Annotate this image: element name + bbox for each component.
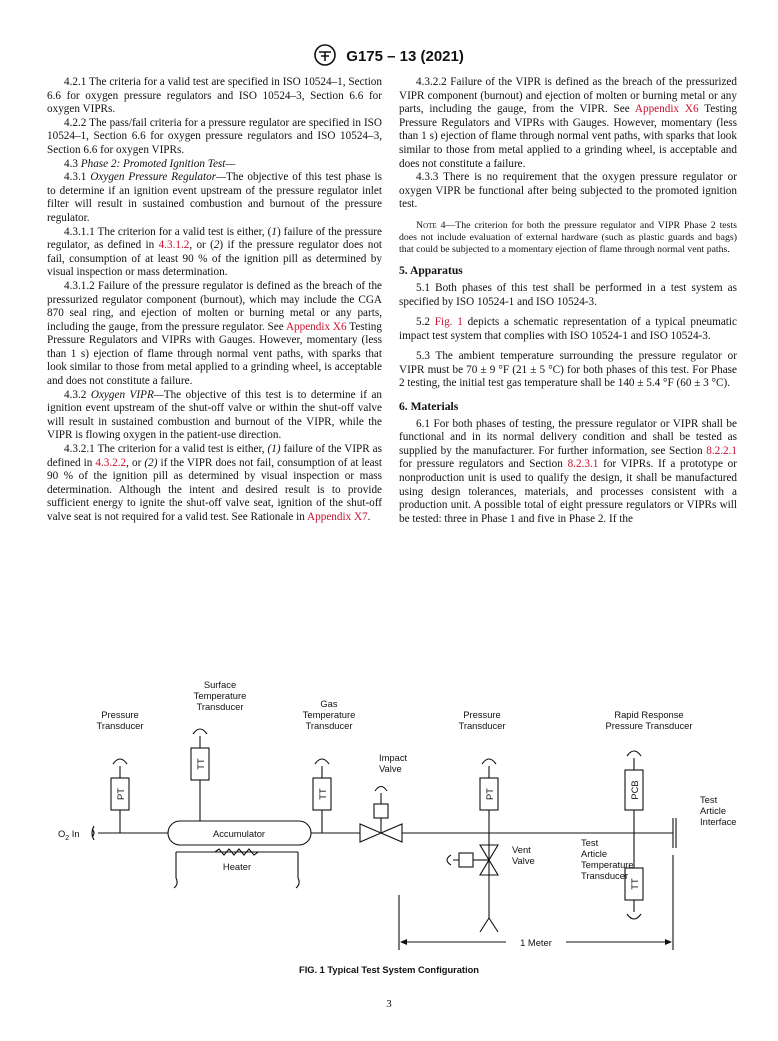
gas-temp-transducer-label: Gas Temperature Transducer: [302, 698, 356, 731]
page-number: 3: [386, 998, 392, 1010]
paragraph-p53: 5.3 The ambient temperature surrounding the pressure regulator or VIPR must be 70 ± 9 °F (21 ± 5 °C) for both phases of this test. For Phase 2 testing, the initial test gas temperature shall be 140 ± 5.4 °F (60 ± 3 °C).: [399, 350, 737, 390]
paragraph-p52: 5.2 Fig. 1 depicts a schematic representation of a typical pneumatic impact test system that complies with ISO 10524-1 and ISO 10524-3.: [399, 316, 737, 342]
right-column: [399, 76, 737, 526]
pressure-transducer-label-1: Pressure Transducer: [96, 709, 144, 731]
test-article-interface-label: Test Article Interface: [700, 794, 737, 827]
o2-in-label: $O_2$ In: [58, 828, 80, 842]
paragraph-p4312: 4.3.1.2 Failure of the pressure regulator is defined as the breach of the pressurized regulator component (burnout), which may include the CGA 870 seal ring, and ejection of molten or burning metal or any parts, including the gauge, from the pressure regulator. See Appendix X6 Testing Pressure Regulators and VIPRs with Gauges. However, momentary (less than 1 s) ejection of flame through normal vent paths, with sparks that look similar to those from metal applied to a grinding wheel, is acceptable and does not constitute a failure.: [47, 279, 382, 388]
heater-label: Heater: [222, 861, 252, 872]
rapid-response-transducer-label: Rapid Response Pressure Transducer: [605, 709, 693, 731]
vent-valve-label: Vent Valve: [512, 844, 535, 866]
paragraph-p421: 4.2.1 The criteria for a valid test are specified in ISO 10524–1, Section 6.6 for oxygen pressure regulators and ISO 10524–3, Section 6.6 for oxygen VIPRs.: [47, 76, 382, 116]
paragraph-p433: 4.3.3 There is no requirement that the oxygen pressure regulator or oxygen VIPR be functional after being subjected to the promoted ignition test.: [399, 171, 737, 211]
pcb-label: PCB: [629, 780, 640, 800]
paragraph-p43: 4.3 Phase 2: Promoted Ignition Test—: [64, 157, 236, 170]
tt-label-surface: TT: [195, 758, 206, 770]
figure-caption: FIG. 1 Typical Test System Configuration: [299, 965, 479, 975]
tt-label-article: TT: [629, 878, 640, 890]
paragraph-p4311: 4.3.1.1 The criterion for a valid test is either, (1) failure of the pressure regulator, as defined in 4.3.1.2, or (2) if the pressure regulator does not fail, consumption of at least 90 % of the ignition pill as determined by visual inspection or mass determination.: [47, 225, 383, 279]
note-note4: Note 4—The criterion for both the pressure regulator and VIPR Phase 2 tests does not include evaluation of external hardware (such as plastic guards and bags) that could be subjected to a momentary ejection of flame through normal vent paths.: [399, 219, 737, 255]
pt-label-1: PT: [115, 788, 126, 800]
paragraph-p432: 4.3.2 Oxygen VIPR—The objective of this test is to determine if an ignition event upstream of the shut-off valve or within the shut-off valve will result in sustained combustion and burnout of the VIPR, while the VIPR is flowing oxygen in the patient-use direction.: [47, 388, 383, 442]
tt-label-gas: TT: [317, 788, 328, 800]
standard-designation: G175 – 13 (2021): [346, 47, 464, 65]
accumulator-label: Accumulator: [212, 828, 266, 839]
paragraph-p4321: 4.3.2.1 The criterion for a valid test is either, (1) failure of the VIPR as defined in 4.3.2.2, or (2) if the VIPR does not fail, consumption of at least 90 % of the ignition pill as determined by visual inspection or mass determination. Although the intent and desired result is to provide sufficient energy to ignite the shut-off valve seat, ignition of the shut-off valve seat is not required for a valid test. See Rationale in Appendix X7.: [47, 443, 382, 523]
paragraph-p61: 6.1 For both phases of testing, the pressure regulator or VIPR shall be functional and in its normal delivery condition and shall be tested as supplied by the manufacturer. For further information, see Section 8.2.2.1 for pressure regulators and Section 8.2.3.1 for VIPRs. If a prototype or nonproduction unit is used to qualify the design, it shall be manufactured using design tolerances, materials, and processes consistent with a production unit. A possible total of eight pressure regulators or VIPRs will be tested: three in Phase 1 and five in Phase 2. If the: [399, 417, 737, 525]
test-system-diagram: [48, 679, 737, 960]
paragraph-p422: 4.2.2 The pass/fail criteria for a pressure regulator are specified in ISO 10524–1, Section 6.6 for oxygen pressure regulators and ISO 10524–3, Section 6.6 for oxygen VIPRs.: [47, 116, 382, 156]
test-article-temp-transducer-label: Test Article Temperature Transducer: [581, 837, 634, 881]
paragraph-p4322: 4.3.2.2 Failure of the VIPR is defined as the breach of the pressurized VIPR component (burnout) and ejection of molten or burning metal or any parts, including the gauge, from the VIPR. See Appendix X6 Testing Pressure Regulators and VIPRs with Gauges. However, momentary (less than 1 s) ejection of flame through normal vent paths, with sparks that look similar to those from metal applied to a grinding wheel, is acceptable and does not constitute a failure.: [399, 76, 737, 170]
paragraph-p51: 5.1 Both phases of this test shall be performed in a test system as specified by ISO 10524-1 and ISO 10524-3.: [399, 281, 737, 308]
section-heading-h5: 5. Apparatus: [399, 264, 463, 278]
page-header: [0, 44, 778, 70]
pt-label-2: PT: [484, 788, 495, 800]
astm-logo-icon: [314, 44, 336, 70]
one-meter-label: 1 Meter: [520, 937, 552, 948]
paragraph-p431: 4.3.1 Oxygen Pressure Regulator—The objective of this test phase is to determine if an ignition event upstream of the pressure regulator inlet filter will result in sustained combustion and burnout of the pressure regulator.: [47, 171, 383, 224]
surface-temp-transducer-label: Surface Temperature Transducer: [193, 679, 247, 712]
section-heading-h6: 6. Materials: [399, 400, 459, 414]
impact-valve-label: Impact Valve: [379, 752, 408, 774]
pressure-transducer-label-2: Pressure Transducer: [458, 709, 506, 731]
left-column: [47, 76, 382, 525]
